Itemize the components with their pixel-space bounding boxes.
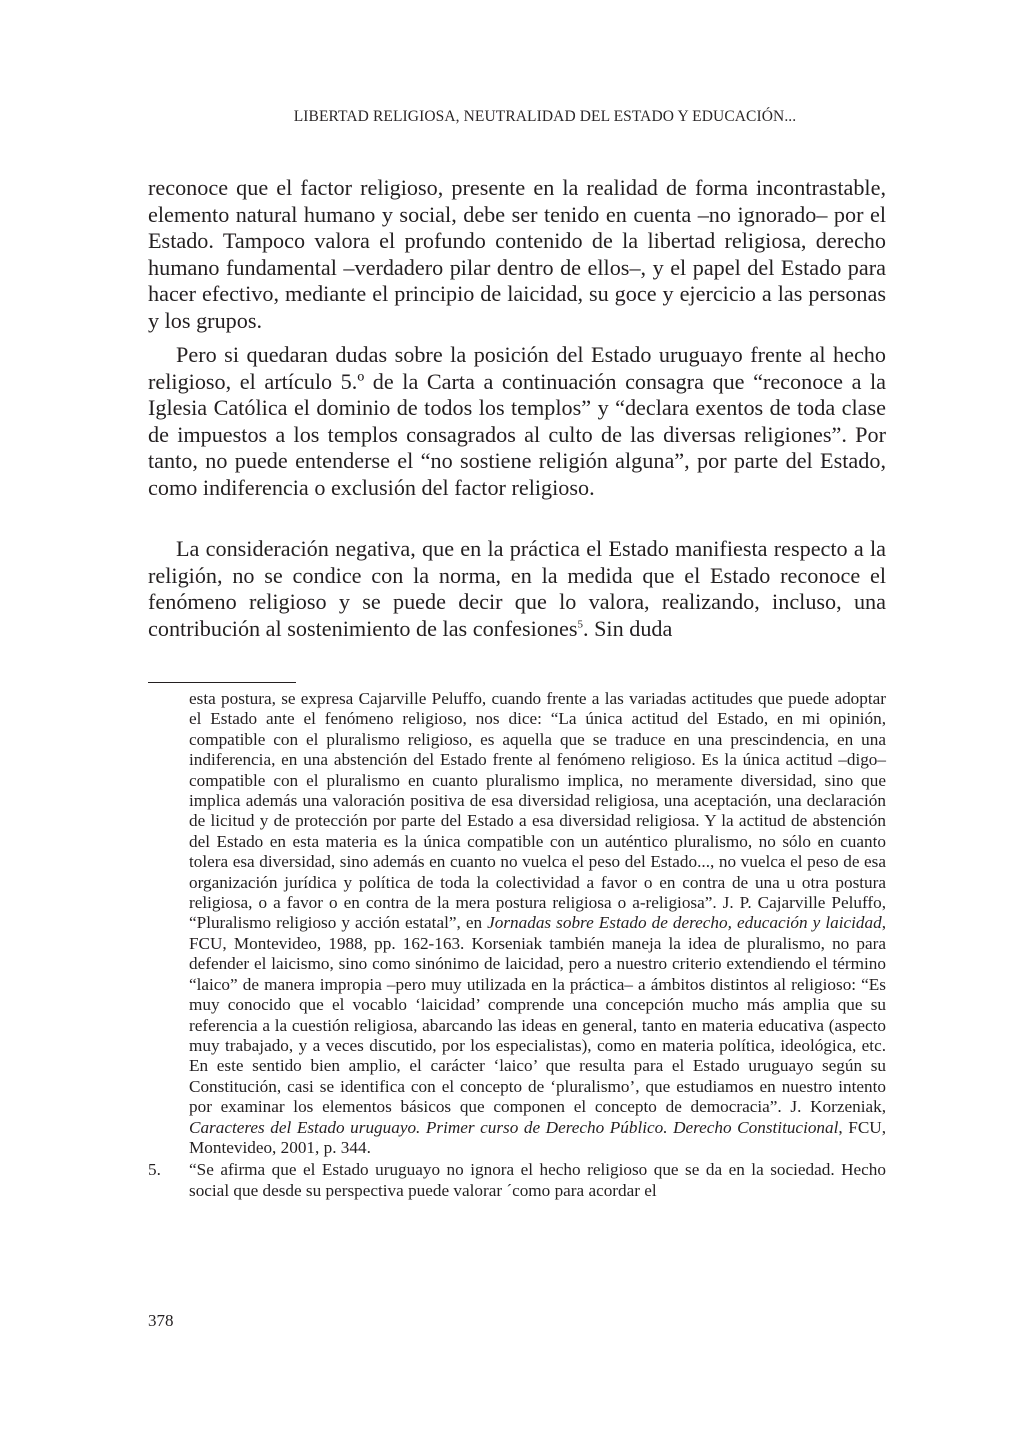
footnote-number: 5. (148, 1160, 161, 1180)
footnote-text: , FCU, Montevideo, 2001, p. 344. (189, 1117, 886, 1157)
footnote-text: , FCU, Montevideo, 1988, pp. 162-163. Korseniak también maneja la idea de pluralismo, no para defender el laicismo, sino como sinónimo de laicidad, pero a nuestro criterio extendiendo el término “laico” de manera impropia –pero muy utilizada en la práctica– a ámbitos distintos al religioso: “Es muy conocido que el vocablo ‘laicidad’ comprende una concepción mucho más amplia que su referencia a la cuestión religiosa, abarcando las ideas en general, tanto en materia educativa (aspecto muy trabajado, y a veces discutido, por los especialistas), como en materia política, ideológica, etc. En este sentido bien amplio, el carácter ‘laico’ que resulta para el Estado uruguayo según su Constitución, casi se identifica con el concepto de ‘pluralismo’, que estudiamos en nuestro intento por examinar los elementos básicos que componen el concepto de democracia”. J. Korzeniak, (189, 913, 886, 1117)
paragraph-text-before-ref: La consideración negativa, que en la práctica el Estado manifiesta respecto a la religión, no se condice con la norma, en la medida que el Estado reconoce el fenómeno religioso y se puede decir que lo valora, realizando, incluso, una contribución al sostenimiento de las confesiones (148, 536, 886, 641)
running-head: LIBERTAD RELIGIOSA, NEUTRALIDAD DEL ESTADO Y EDUCACIÓN... (293, 108, 797, 125)
cited-title: Caracteres del Estado uruguayo. Primer curso de Derecho Público. Derecho Constitucional (189, 1117, 839, 1137)
paragraph-text: reconoce que el factor religioso, presente en la realidad de forma incontrastable, elemento natural humano y social, debe ser tenido en cuenta –no ignorado– por el Estado. Tampoco valora el profundo contenido de la libertad religiosa, derecho humano fundamental –verdadero pilar dentro de ellos–, y el papel del Estado para hacer efectivo, mediante el principio de laicidad, su goce y ejercicio a las personas y los grupos. (148, 175, 886, 333)
cited-title: Jornadas sobre Estado de derecho, educación y laicidad (487, 913, 882, 933)
body-paragraph-3 (148, 536, 886, 642)
footnote-5 (148, 1160, 886, 1201)
footnote-continued (148, 689, 886, 1158)
footnote-reference[interactable]: 5 (577, 618, 583, 631)
body-paragraph-1 (148, 175, 886, 335)
footnote-separator (148, 682, 296, 683)
paragraph-text: Pero si quedaran dudas sobre la posición del Estado uruguayo frente al hecho religioso, el artículo 5.º de la Carta a continuación consagra que “reconoce a la Iglesia Católica el dominio de todos los templos” y “declara exentos de toda clase de impuestos a los templos consagrados al culto de las diversas religiones”. Por tanto, no puede entenderse el “no sostiene religión alguna”, por parte del Estado, como indiferencia o exclusión del factor religioso. (148, 342, 886, 500)
page-number: 378 (148, 1311, 174, 1330)
footnote-text: “Se afirma que el Estado uruguayo no ignora el hecho religioso que se da en la sociedad. Hecho social que desde su perspectiva puede valorar ´como para acordar el (189, 1160, 886, 1200)
paragraph-text-after-ref: . Sin duda (582, 615, 673, 641)
footnotes-section (148, 689, 886, 1201)
footnote-text: esta postura, se expresa Cajarville Peluffo, cuando frente a las variadas actitudes que puede adoptar el Estado ante el fenómeno religioso, nos dice: “La única actitud del Estado, en mi opinión, compatible con el pluralismo religioso, es aquella que se traduce en una prescindencia, en una indiferencia, en una abstención del Estado frente al fenómeno religioso. Es la única actitud –digo– compatible con el pluralismo en cuanto pluralismo implica, no meramente diversidad, sino que implica además una valoración positiva de esa diversidad religiosa, una aceptación, una declaración de licitud y de protección por parte del Estado a esa diversidad religiosa. Y la actitud de abstención del Estado en esta materia es la única compatible con un auténtico pluralismo, no sólo en cuanto tolera esa diversidad, sino además en cuanto no vuelca el peso del Estado..., no vuelca el peso de esa organización jurídica y política de toda la colectividad a favor o en contra de una u otra postura religiosa, o a favor o en contra de la mera postura religiosa o a-religiosa”. J. P. Cajarville Peluffo, “Pluralismo religioso y acción estatal”, en (189, 689, 886, 933)
paragraph-text (148, 536, 886, 642)
body-paragraph-2 (148, 342, 886, 502)
